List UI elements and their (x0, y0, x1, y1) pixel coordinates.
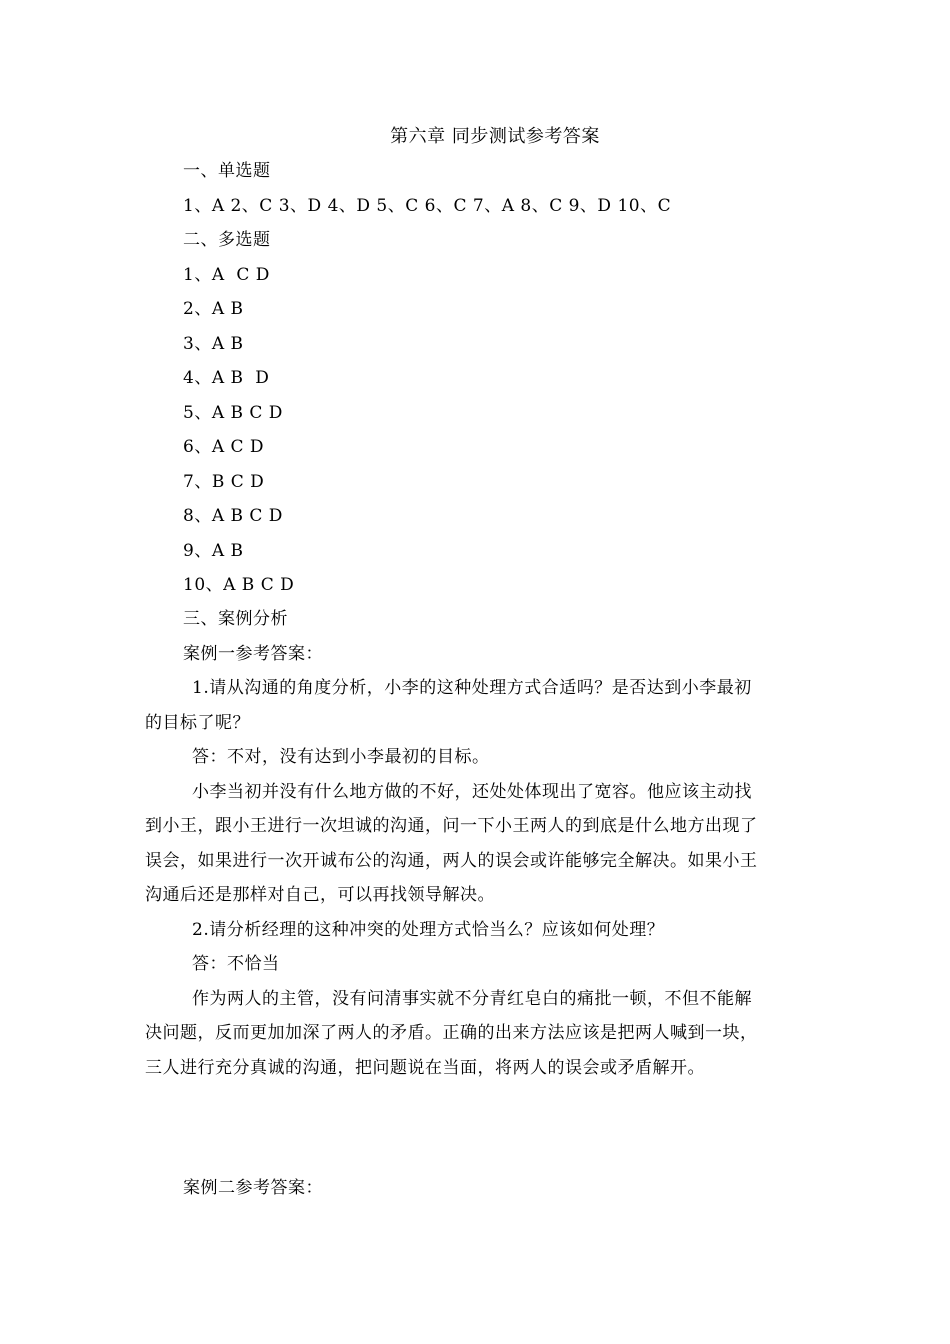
multiple-choice-answer: 4、A B D (183, 368, 270, 388)
multiple-choice-answer: 9、A B (183, 541, 244, 561)
case1-answer1: 答：不对，没有达到小李最初的目标。 (192, 747, 490, 767)
case1-paragraph1-line: 小李当初并没有什么地方做的不好，还处处体现出了宽容。他应该主动找 (192, 782, 752, 802)
multiple-choice-answer: 1、A C D (183, 265, 270, 285)
multiple-choice-answer: 8、A B C D (183, 506, 283, 526)
case2-heading: 案例二参考答案： (183, 1178, 323, 1198)
page-title: 第六章 同步测试参考答案 (390, 126, 600, 147)
case1-paragraph1-line: 沟通后还是那样对自己，可以再找领导解决。 (145, 885, 495, 905)
case1-paragraph2-line: 作为两人的主管，没有问清事实就不分青红皂白的痛批一顿，不但不能解 (192, 989, 752, 1009)
single-choice-answers: 1、A 2、C 3、D 4、D 5、C 6、C 7、A 8、C 9、D 10、C (183, 196, 672, 216)
case1-question1-cont: 的目标了呢？ (145, 713, 250, 733)
case1-paragraph2-line: 三人进行充分真诚的沟通，把问题说在当面，将两人的误会或矛盾解开。 (145, 1058, 705, 1078)
multiple-choice-answer: 5、A B C D (183, 403, 283, 423)
case1-question2: 2.请分析经理的这种冲突的处理方式恰当么？应该如何处理？ (192, 920, 665, 940)
case1-heading: 案例一参考答案： (183, 644, 323, 664)
multiple-choice-answer: 6、A C D (183, 437, 265, 457)
case1-paragraph1-line: 到小王，跟小王进行一次坦诚的沟通，问一下小王两人的到底是什么地方出现了 (145, 816, 758, 836)
case1-paragraph1-line: 误会，如果进行一次开诚布公的沟通，两人的误会或许能够完全解决。如果小王 (145, 851, 758, 871)
multiple-choice-answer: 2、A B (183, 299, 244, 319)
case1-answer2: 答：不恰当 (192, 954, 280, 974)
multiple-choice-answer: 10、A B C D (183, 575, 295, 595)
multiple-choice-answer: 7、B C D (183, 472, 265, 492)
case1-question1: 1.请从沟通的角度分析，小李的这种处理方式合适吗？是否达到小李最初 (192, 678, 752, 698)
section-heading-single-choice: 一、单选题 (183, 161, 271, 181)
multiple-choice-answer: 3、A B (183, 334, 244, 354)
section-heading-case-analysis: 三、案例分析 (183, 609, 288, 629)
section-heading-multiple-choice: 二、多选题 (183, 230, 271, 250)
case1-paragraph2-line: 决问题，反而更加加深了两人的矛盾。正确的出来方法应该是把两人喊到一块， (145, 1023, 758, 1043)
